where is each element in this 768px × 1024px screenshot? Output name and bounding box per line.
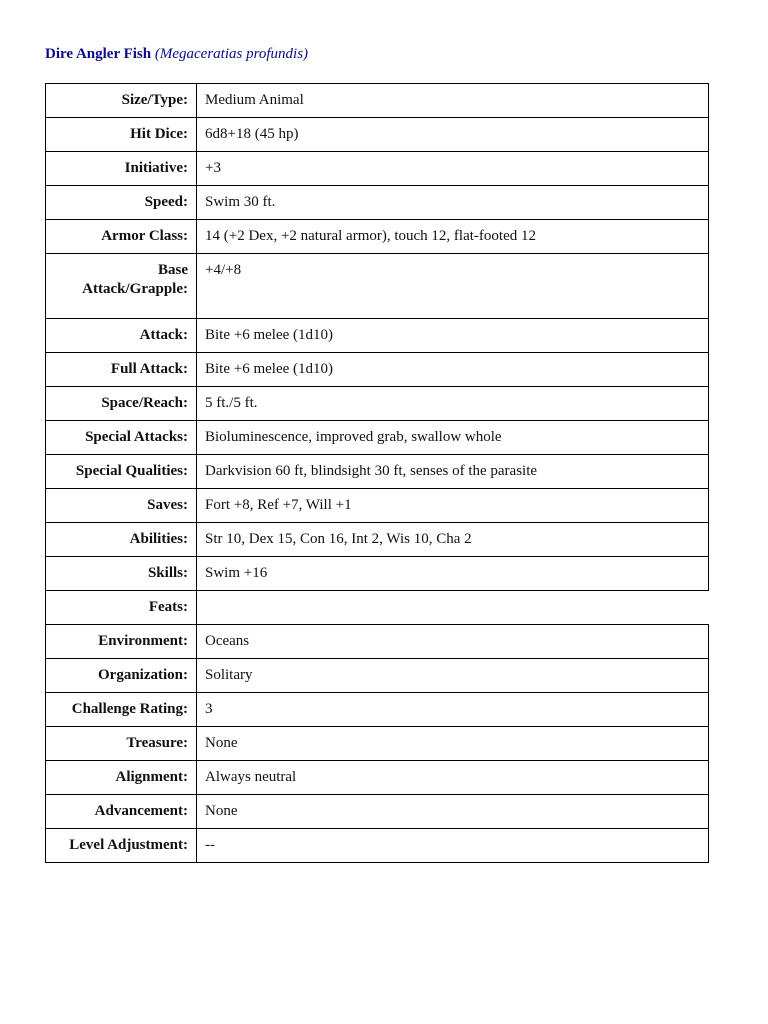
row-value: Swim +16 — [197, 557, 709, 591]
table-row-alignment — [46, 761, 709, 795]
row-value: Str 10, Dex 15, Con 16, Int 2, Wis 10, Cha 2 — [197, 523, 709, 557]
row-label: Level Adjustment: — [46, 829, 197, 863]
table-row-armor-class — [46, 220, 709, 254]
table-row-level-adjustment — [46, 829, 709, 863]
row-label: Space/Reach: — [46, 387, 197, 421]
row-value: +4/+8 — [197, 254, 709, 319]
row-label: Speed: — [46, 186, 197, 220]
table-row-special-attacks — [46, 421, 709, 455]
table-row-abilities — [46, 523, 709, 557]
row-label: Hit Dice: — [46, 118, 197, 152]
row-value: Solitary — [197, 659, 709, 693]
table-row-challenge-rating — [46, 693, 709, 727]
table-row-space-reach — [46, 387, 709, 421]
row-value: 3 — [197, 693, 709, 727]
table-row-base-attack-grapple — [46, 254, 709, 319]
table-row-speed — [46, 186, 709, 220]
row-value: Bite +6 melee (1d10) — [197, 319, 709, 353]
stat-block-table — [45, 83, 709, 863]
table-row-organization — [46, 659, 709, 693]
row-value: Medium Animal — [197, 84, 709, 118]
row-label: Skills: — [46, 557, 197, 591]
table-row-saves — [46, 489, 709, 523]
row-label: Environment: — [46, 625, 197, 659]
table-row-initiative — [46, 152, 709, 186]
table-row-skills — [46, 557, 709, 591]
row-value: None — [197, 795, 709, 829]
row-value: None — [197, 727, 709, 761]
row-label: Feats: — [46, 591, 197, 625]
row-value: 6d8+18 (45 hp) — [197, 118, 709, 152]
row-value — [197, 591, 709, 625]
scientific-name: (Megaceratias profundis) — [154, 46, 309, 62]
table-row-treasure — [46, 727, 709, 761]
stat-block-title — [45, 46, 308, 63]
row-label: Treasure: — [46, 727, 197, 761]
table-row-advancement — [46, 795, 709, 829]
table-row-hit-dice — [46, 118, 709, 152]
row-value: Swim 30 ft. — [197, 186, 709, 220]
row-label: Special Qualities: — [46, 455, 197, 489]
row-label: Abilities: — [46, 523, 197, 557]
row-label: Saves: — [46, 489, 197, 523]
row-label: Advancement: — [46, 795, 197, 829]
row-label: Base Attack/Grapple: — [46, 254, 197, 319]
table-row-environment — [46, 625, 709, 659]
row-value: Darkvision 60 ft, blindsight 30 ft, senses of the parasite — [197, 455, 709, 489]
row-label: Armor Class: — [46, 220, 197, 254]
row-value: Always neutral — [197, 761, 709, 795]
table-row-full-attack — [46, 353, 709, 387]
row-value: Bioluminescence, improved grab, swallow whole — [197, 421, 709, 455]
row-label: Size/Type: — [46, 84, 197, 118]
table-row-attack — [46, 319, 709, 353]
row-value: Oceans — [197, 625, 709, 659]
row-label: Special Attacks: — [46, 421, 197, 455]
row-value: Fort +8, Ref +7, Will +1 — [197, 489, 709, 523]
row-label: Attack: — [46, 319, 197, 353]
row-label: Full Attack: — [46, 353, 197, 387]
table-row-feats — [46, 591, 709, 625]
row-label: Organization: — [46, 659, 197, 693]
table-row-size-type — [46, 84, 709, 118]
row-value: Bite +6 melee (1d10) — [197, 353, 709, 387]
row-label: Challenge Rating: — [46, 693, 197, 727]
row-label: Initiative: — [46, 152, 197, 186]
creature-name: Dire Angler Fish — [45, 46, 152, 62]
row-value: 5 ft./5 ft. — [197, 387, 709, 421]
row-value: 14 (+2 Dex, +2 natural armor), touch 12, flat-footed 12 — [197, 220, 709, 254]
table-row-special-qualities — [46, 455, 709, 489]
row-value: -- — [197, 829, 709, 863]
row-label: Alignment: — [46, 761, 197, 795]
row-value: +3 — [197, 152, 709, 186]
